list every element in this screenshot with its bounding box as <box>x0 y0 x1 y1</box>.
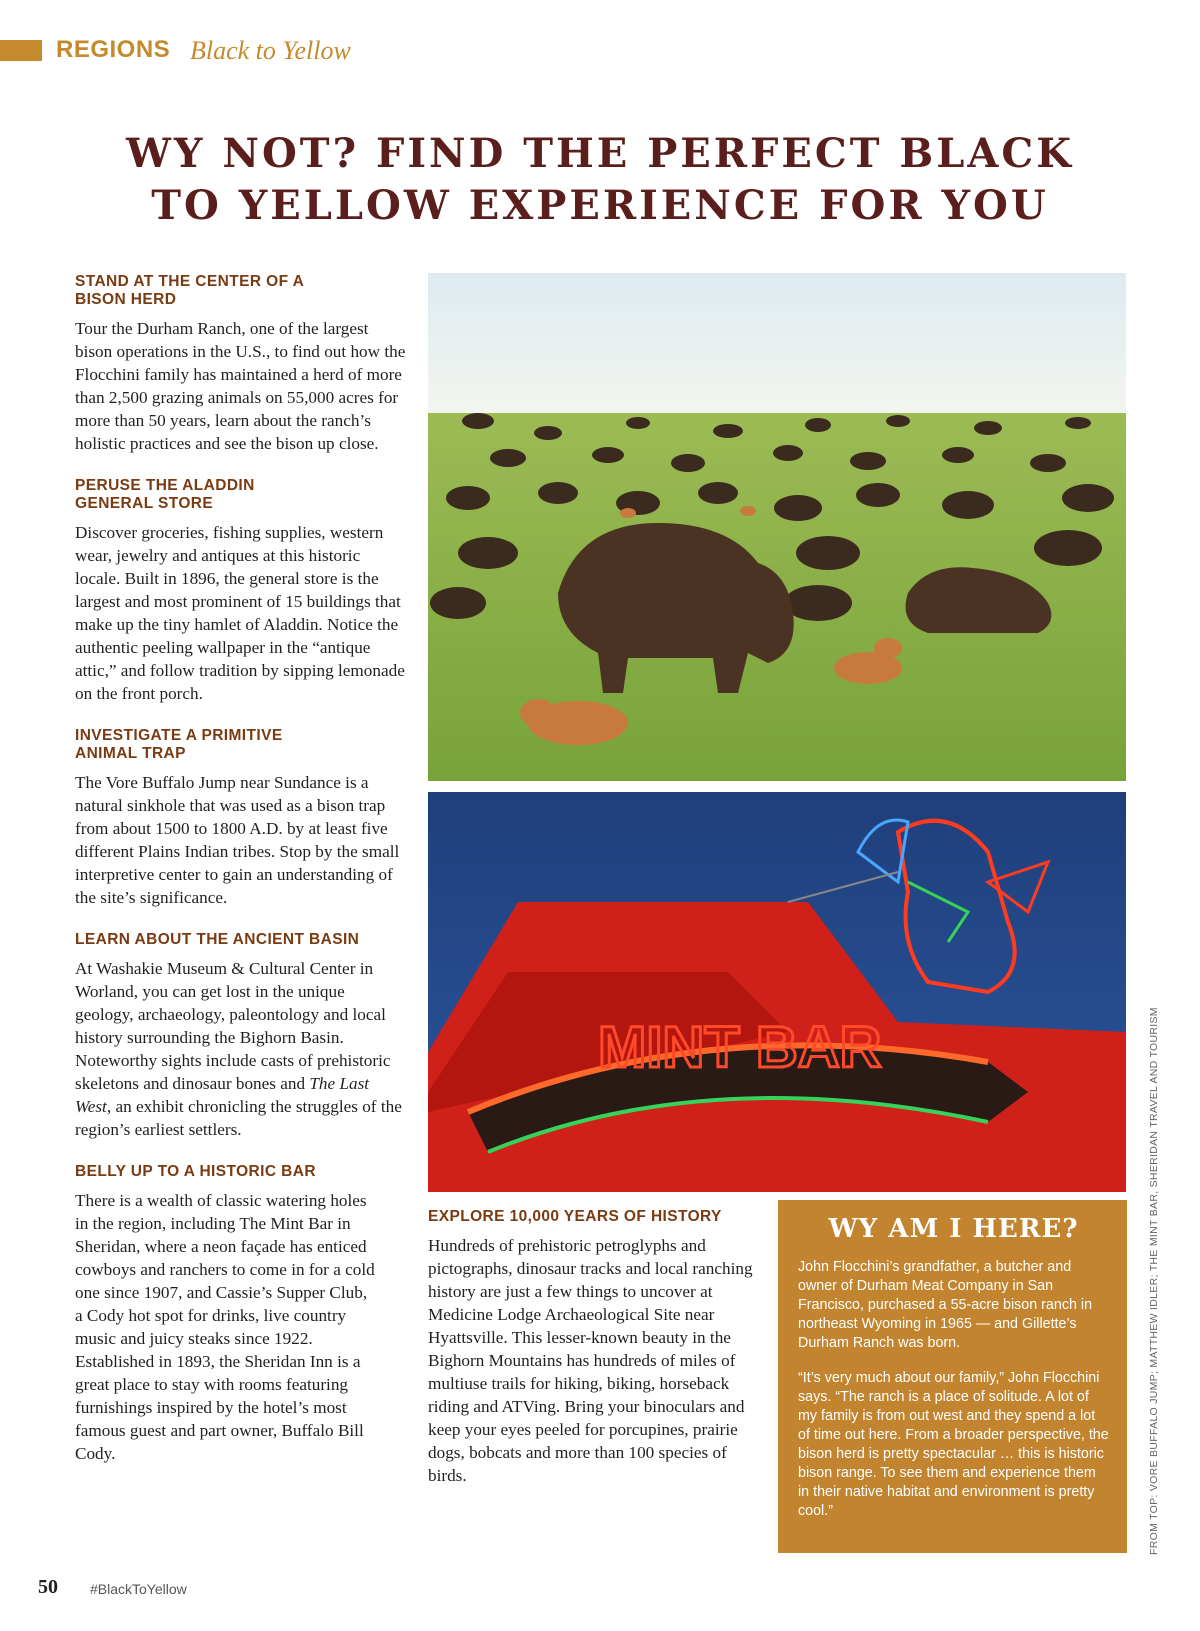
mint-bar-illustration <box>428 792 1126 1192</box>
body-text: At Washakie Museum & Cultural Center in Worland, you can get lost in the unique geology, archaeology, paleontology and local history surrounding the Bighorn Basin. Noteworthy sights include casts of prehistoric skeletons and dinosaur bones and <box>75 959 391 1093</box>
bison-herd-photo <box>428 273 1126 781</box>
section-ancient-basin <box>75 931 407 1141</box>
exhibit-title: The Last West <box>75 1074 370 1116</box>
body-text: , an exhibit chronicling the struggles of the region’s earliest settlers. <box>75 1097 402 1139</box>
section-heading: PERUSE THE ALADDIN GENERAL STORE <box>75 477 255 512</box>
section-heading: STAND AT THE CENTER OF A BISON HERD <box>75 273 304 308</box>
sidebar-quote: “It’s very much about our family,” John Flocchini says. “The ranch is a place of solitude. A lot of my family is from out west and they spend a lot of time out here. From a broader perspective, the bison herd is pretty spectacular … this is historic bison range. To see them and experience them in their native habitat and environment is pretty cool.” <box>798 1370 1109 1519</box>
region-label: REGIONS <box>56 36 171 63</box>
section-body: Discover groceries, fishing supplies, western wear, jewelry and antiques at this historic locale. Built in 1896, the general store is the largest and most prominent of 15 buildings that make up the tiny hamlet of Aladdin. Notice the authentic peeling wallpaper in the “antique attic,” and follow tradition by sipping lemonade on the front porch. <box>75 523 405 703</box>
section-body: Tour the Durham Ranch, one of the largest bison operations in the U.S., to find out how the Flocchini family has maintained a herd of more than 2,500 grazing animals on 55,000 acres for more than 50 years, learn about the ranch’s holistic practices and see the bison up close. <box>75 319 406 453</box>
section-body: The Vore Buffalo Jump near Sundance is a natural sinkhole that was used as a bison trap from about 1500 to 1800 A.D. by at least five different Plains Indian tribes. Stop by the small interpretive center to gain an understanding of the site’s significance. <box>75 773 400 907</box>
section-heading: BELLY UP TO A HISTORIC BAR <box>75 1163 316 1180</box>
region-color-bar <box>0 40 42 61</box>
section-body <box>75 957 407 1141</box>
region-subtitle: Black to Yellow <box>190 36 351 65</box>
page-number: 50 <box>38 1576 58 1598</box>
section-bison-herd <box>75 273 407 455</box>
sidebar-quote-box <box>778 1200 1127 1553</box>
section-body: There is a wealth of classic watering holes in the region, including The Mint Bar in Sheridan, where a neon façade has enticed cowboys and ranchers to come in for a cold one since 1907, and Cassie’s Supper Club, a Cody hot spot for drinks, live country music and juicy steaks since 1922. Established in 1893, the Sheridan Inn is a great place to stay with rooms featuring furnishings inspired by the hotel’s most famous guest and part owner, Buffalo Bill Cody. <box>75 1191 375 1463</box>
section-historic-bar <box>75 1163 407 1465</box>
mint-bar-neon-photo <box>428 792 1126 1192</box>
middle-column <box>428 1208 758 1487</box>
section-animal-trap <box>75 727 407 909</box>
neon-sign-text: MINT BAR <box>598 1015 882 1080</box>
photo-credit: FROM TOP: VORE BUFFALO JUMP; MATTHEW IDLER; THE MINT BAR, SHERIDAN TRAVEL AND TOURISM <box>1148 1007 1160 1555</box>
left-column <box>75 273 407 1487</box>
sidebar-title: WY AM I HERE? <box>828 1214 1079 1244</box>
section-heading: EXPLORE 10,000 YEARS OF HISTORY <box>428 1208 722 1225</box>
section-body: Hundreds of prehistoric petroglyphs and pictographs, dinosaur tracks and local ranching history are just a few things to uncover at Medicine Lodge Archaeological Site near Hyattsville. This lesser-known beauty in the Bighorn Mountains has hundreds of miles of multiuse trails for hiking, biking, horseback riding and ATVing. Bring your binoculars and keep your eyes peeled for porcupines, prairie dogs, bobcats and more than 100 species of birds. <box>428 1236 753 1485</box>
section-heading: LEARN ABOUT THE ANCIENT BASIN <box>75 931 360 948</box>
section-aladdin-store <box>75 477 407 705</box>
sidebar-paragraph: John Flocchini’s grandfather, a butcher and owner of Durham Meat Company in San Francisco, purchased a 55-acre bison ranch in northeast Wyoming in 1965 — and Gillette’s Durham Ranch was born. <box>798 1259 1093 1351</box>
section-heading: INVESTIGATE A PRIMITIVE ANIMAL TRAP <box>75 727 283 762</box>
page-headline: WY NOT? FIND THE PERFECT BLACK TO YELLOW EXPERIENCE FOR YOU <box>126 130 1074 229</box>
hashtag: #BlackToYellow <box>90 1581 187 1597</box>
bison-herd-illustration <box>428 273 1126 781</box>
